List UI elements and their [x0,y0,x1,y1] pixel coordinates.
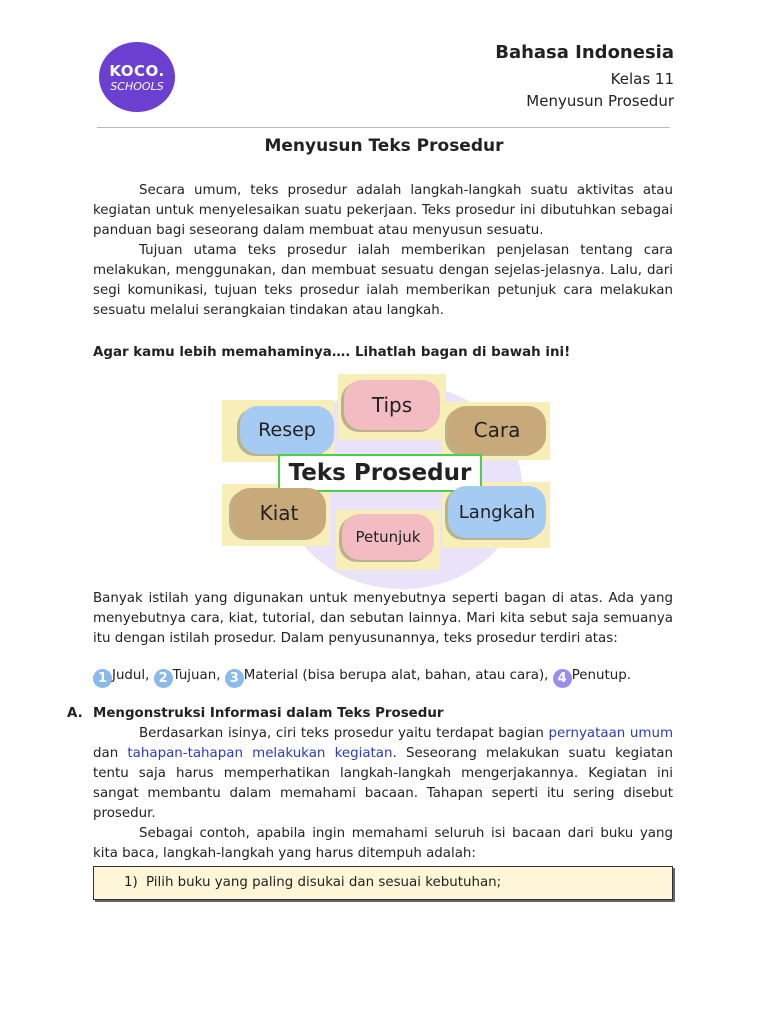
component-judul: Judul, [112,668,150,683]
diagram-prompt: Agar kamu lebih memahaminya…. Lihatlah bagan di bawah ini! [93,345,571,360]
diagram-item-resep: Resep [240,406,334,454]
section-a-paragraph-2 [93,824,673,864]
component-penutup: Penutup. [571,668,632,683]
logo-main-text: KOCO. [109,62,165,80]
section-a-p1-and: dan [93,746,128,761]
section-a-p1-start: Berdasarkan isinya, ciri teks prosedur yaitu terdapat bagian [139,726,549,741]
header-subject: Bahasa Indonesia [495,42,674,63]
page-title: Menyusun Teks Prosedur [264,136,504,156]
number-1-icon: 1 [93,669,112,688]
number-3-icon: 3 [225,669,244,688]
procedure-text-diagram [222,374,552,584]
component-tujuan: Tujuan, [172,668,221,683]
diagram-item-langkah: Langkah [448,486,546,538]
intro-p1-text: Secara umum, teks prosedur adalah langkah-langkah suatu aktivitas atau kegiatan untuk menyelesaikan suatu pekerjaan. Teks prosedur ini dibutuhkan sebagai panduan bagi seseorang dalam membuat atau menyusun sesuatu. [93,183,673,238]
diagram-item-petunjuk: Petunjuk [342,514,434,560]
section-a-paragraph-1 [93,724,673,824]
diagram-item-tips: Tips [344,380,440,430]
component-material: Material (bisa berupa alat, bahan, atau cara), [243,668,549,683]
intro-paragraph-1 [93,181,673,241]
step-box [93,866,673,900]
after-diagram-paragraph: Banyak istilah yang digunakan untuk menyebutnya seperti bagan di atas. Ada yang menyebutnya cara, kiat, tutorial, dan sebutan lainnya. Mari kita sebut saja semuanya itu dengan istilah prosedur. Dalam penyusunannya, teks prosedur terdiri atas: [93,591,673,646]
component-list [93,668,631,688]
diagram-center-label: Teks Prosedur [278,454,482,492]
number-2-icon: 2 [154,669,173,688]
diagram-item-kiat: Kiat [232,488,326,538]
header-class: Kelas 11 [610,70,674,88]
step-text: Pilih buku yang paling disukai dan sesuai kebutuhan; [146,875,502,890]
step-number: 1) [124,875,138,890]
section-a-p2-text: Sebagai contoh, apabila ingin memahami seluruh isi bacaan dari buku yang kita baca, langkah-langkah yang harus ditempuh adalah: [93,826,673,861]
link-pernyataan-umum: pernyataan umum [548,726,673,741]
section-a-title: Mengonstruksi Informasi dalam Teks Prosedur [93,706,444,721]
link-tahapan-kegiatan: tahapan-tahapan melakukan kegiatan [127,746,393,761]
section-a-letter: A. [67,706,83,721]
header-topic: Menyusun Prosedur [526,92,674,110]
header-divider [97,127,670,128]
logo-sub-text: SCHOOLS [110,80,164,93]
diagram-item-cara: Cara [448,406,546,454]
section-a-p1-end: . Seseorang melakukan suatu kegiatan tentu saja harus memperhatikan langkah-langkah mengerjakannya. Kegiatan ini sangat membantu dalam memahami bacaan. Tahapan seperti itu sering disebut prosedur. [93,746,673,821]
section-a-heading [67,706,443,721]
number-4-icon: 4 [553,669,572,688]
intro-paragraph-2 [93,241,673,321]
intro-p2-text: Tujuan utama teks prosedur ialah memberikan penjelasan tentang cara melakukan, menggunakan, dan membuat sesuatu dengan sejelas-jelasnya. Lalu, dari segi komunikasi, tujuan teks prosedur ialah memberikan petunjuk cara melakukan sesuatu melalui serangkaian tindakan atau langkah. [93,243,673,318]
koco-schools-logo [99,42,175,112]
